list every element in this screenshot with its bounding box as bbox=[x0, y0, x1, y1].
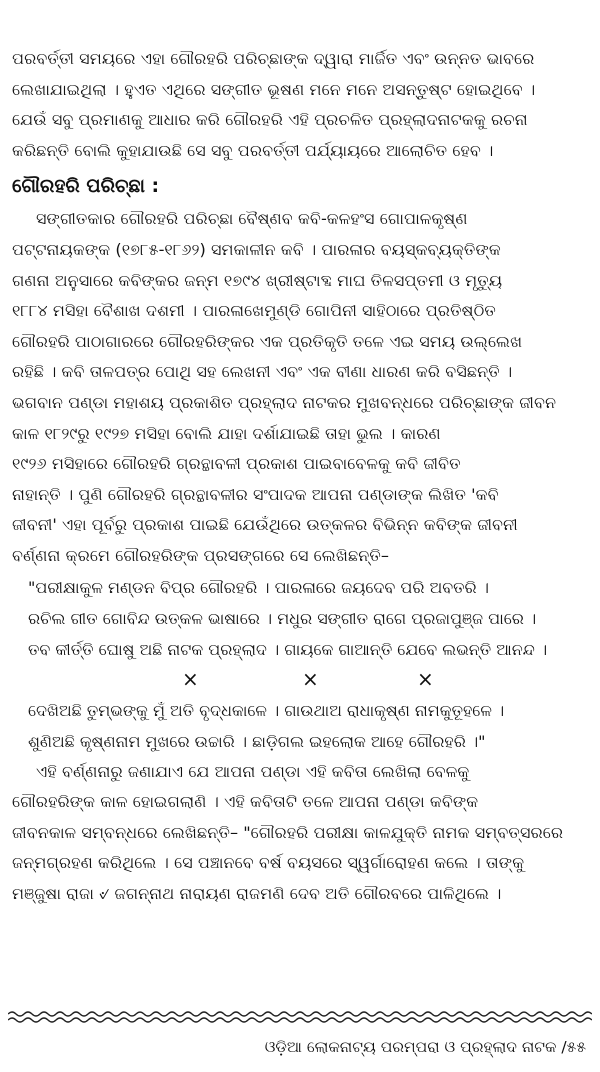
verse-block-one bbox=[12, 572, 588, 665]
text-line: ଗୌରହରିଙ୍କ କାଳ ହୋଇଗଲାଣି । ଏହି କବିତାଟି ତଳେ ଆପନା ପଣ୍ଡା କବିଙ୍କ bbox=[12, 792, 479, 812]
text-line: ଭଗବାନ ପଣ୍ଡା ମହାଶୟ ପ୍ରକାଶିତ ପ୍ରହ୍ଲାଦ ନାଟକର ମୁଖବନ୍ଧରେ ପରିଚ୍ଛାଙ୍କ ଜୀବନ bbox=[12, 392, 557, 412]
page-body bbox=[12, 44, 588, 909]
text-line: ନାହାନ୍ତି । ପୁଣି ଗୌରହରି ଗ୍ରନ୍ଥାବଳୀର ସଂପାଦକ ଆପନା ପଣ୍ଡାଙ୍କ ଲିଖିତ 'କବି bbox=[12, 484, 499, 504]
text-line: ମଞ୍ଜୁଷା ରାଜା ୰ ଜଗନ୍ନାଥ ନାରାୟଣ ରାଜମଣି ଦେବ ଅତି ଗୌରବରେ ପାଳିଥିଲେ । bbox=[12, 883, 502, 903]
text-line: ଲେଖାଯାଇଥିଲା । ହୁଏତ ଏଥିରେ ସଙ୍ଗୀତ ଭୂଷଣ ମନେ ମନେ ଅସନ୍ତୁଷ୍ଟ ହୋଇଥିବେ । bbox=[12, 79, 536, 99]
paragraph-conclusion bbox=[12, 757, 588, 910]
paragraph-intro bbox=[12, 44, 588, 166]
verse-line: ତବ କୀର୍ତ୍ତି ଘୋଷୁ ଅଛି ନାଟକ ପ୍ରହ୍ଲାଦ । ଗାୟକେ ଗାଆନ୍ତି ଯେବେ ଲଭନ୍ତି ଆନନ୍ଦ । bbox=[28, 639, 548, 659]
verse-line: ରଚିଲ ଗୀତ ଗୋବିନ୍ଦ ଉତ୍କଳ ଭାଷାରେ । ମଧୁର ସଙ୍ଗୀତ ରାଗେ ପ୍ରଜାପୁଞ୍ଜ ପାରେ । bbox=[28, 608, 537, 628]
paragraph-biography bbox=[12, 204, 588, 571]
verse-line: ଦେଖିଅଛି ତୁମ୍ଭଙ୍କୁ ମୁଁ ଅତି ବୃଦ୍ଧକାଳେ । ଗାଉଥାଅ ରାଧାକୃଷ୍ଣ ନାମକୁତୂହଳେ । bbox=[28, 700, 505, 720]
verse-separator bbox=[12, 665, 588, 695]
text-line: କରିଛନ୍ତି ବୋଲି କୁହାଯାଉଛି ସେ ସବୁ ପରବର୍ତ୍ତୀ ପର୍ଯ୍ୟାୟରେ ଆଲୋଚିତ ହେବ । bbox=[12, 140, 494, 160]
verse-line: ଶୁଣିଅଛି କୃଷ୍ଣନାମ ମୁଖରେ ଉଚ୍ଚାରି । ଛାଡ଼ିଗଲ ଇହଲୋକ ଆହେ ଗୌରହରି ।" bbox=[28, 731, 486, 751]
text-line: ଜୀବନୀ' ଏହା ପୂର୍ବରୁ ପ୍ରକାଶ ପାଇଛି ଯେଉଁଥିରେ ଉତ୍କଳର ବିଭିନ୍ନ କବିଙ୍କ ଜୀବନୀ bbox=[12, 515, 518, 535]
text-line: ରହିଛି । କବି ତାଳପତ୍ର ପୋଥି ସହ ଲେଖନୀ ଏବଂ ଏକ ବୀଣା ଧାରଣ କରି ବସିଛନ୍ତି । bbox=[12, 362, 513, 382]
text-line: ପରବର୍ତ୍ତୀ ସମୟରେ ଏହା ଗୌରହରି ପରିଚ୍ଛାଙ୍କ ଦ୍ୱାରା ମାର୍ଜିତ ଏବଂ ଉନ୍ନତ ଭାବରେ bbox=[12, 49, 535, 68]
verse-block-two bbox=[12, 695, 588, 757]
text-line: ଗୌରହରି ପାଠାଗାରରେ ଗୌରହରିଙ୍କର ଏକ ପ୍ରତିକୃତି ତଳେ ଏଇ ସମୟ ଉଲ୍ଲେଖ bbox=[12, 331, 523, 351]
text-line: ପଟ୍ଟନାୟକଙ୍କ (୧୭୮୫-୧୮୬୨) ସମକାଳୀନ କବି । ପାରଳାର ବୟସ୍କବ୍ୟକ୍ତିଙ୍କ bbox=[12, 239, 501, 259]
cross-mark: × bbox=[182, 666, 199, 691]
text-line: ବର୍ଣ୍ଣନା କ୍ରମେ ଗୌରହରିଙ୍କ ପ୍ରସଙ୍ଗରେ ସେ ଲେଖିଛନ୍ତି– bbox=[12, 545, 390, 565]
text-line: ଯେଉଁ ସବୁ ପ୍ରମାଣକୁ ଆଧାର କରି ଗୌରହରି ଏହି ପ୍ରଚଳିତ ପ୍ରହ୍ଲାଦନାଟକକୁ ରଚନା bbox=[12, 110, 528, 130]
text-line: ୧୯୨୬ ମସିହାରେ ଗୌରହରି ଗ୍ରନ୍ଥାବଳୀ ପ୍ରକାଶ ପାଇବାବେଳକୁ କବି ଜୀବିତ bbox=[12, 454, 461, 474]
text-line: କାଳ ୧୮୨୯ରୁ ୧୯୨୭ ମସିହା ବୋଲି ଯାହା ଦର୍ଶାଯାଇଛି ତାହା ଭୁଲ । କାରଣ bbox=[12, 423, 441, 443]
section-heading: ଗୌରହରି ପରିଚ୍ଛା : bbox=[12, 175, 160, 198]
text-line: ଜୀବନକାଳ ସମ୍ବନ୍ଧରେ ଲେଖିଛନ୍ତି– "ଗୌରହରି ପରୀକ୍ଷା କାଳଯୁକ୍ତି ନାମକ ସମ୍ବତ୍ସରରେ bbox=[12, 822, 564, 842]
text-line: ଜନ୍ମଗ୍ରହଣ କରିଥିଲେ । ସେ ପଞ୍ଚାନବେ ବର୍ଷ ବୟସରେ ସ୍ୱର୍ଗାରୋହଣ କଲେ । ତାଙ୍କୁ bbox=[12, 853, 525, 873]
text-line: ଏହି ବର୍ଣ୍ଣନାରୁ ଜଣାଯାଏ ଯେ ଆପନା ପଣ୍ଡା ଏହି କବିତା ଲେଖିଲା ବେଳକୁ bbox=[36, 761, 470, 781]
wavy-divider bbox=[8, 1010, 592, 1024]
text-line: ସଙ୍ଗୀତକାର ଗୌରହରି ପରିଚ୍ଛା ବୈଷ୍ଣବ କବି-କଳହଂସ ଗୋପାଳକୃଷ୍ଣ bbox=[36, 209, 468, 229]
verse-line: "ପରୀକ୍ଷାକୁଳ ମଣ୍ଡନ ବିପ୍ର ଗୌରହରି । ପାରଳାରେ ଜୟଦେବ ପରି ଅବତରି । bbox=[28, 577, 489, 597]
text-line: ୧୮୮୪ ମସିହା ବୈଶାଖ ଦଶମୀ । ପାରଳାଖେମୁଣ୍ଡି ଗୋପିନୀ ସାହିଠାରେ ପ୍ରତିଷ୍ଠିତ bbox=[12, 301, 496, 321]
text-line: ଗଣନା ଅନୁସାରେ କବିଙ୍କର ଜନ୍ମ ୧୭୯୪ ଖ୍ରୀଷ୍ଟାବ୍ଦ ମାଘ ତିଳସପ୍ତମୀ ଓ ମୃତ୍ୟୁ bbox=[12, 270, 503, 290]
page-footer: ଓଡ଼ିଆ ଲୋକନାଟ୍ୟ ପରମ୍ପରା ଓ ପ୍ରହ୍ଲାଦ ନାଟକ /୫୫ bbox=[264, 1038, 586, 1056]
cross-mark: × bbox=[417, 666, 434, 691]
cross-mark: × bbox=[302, 666, 319, 691]
